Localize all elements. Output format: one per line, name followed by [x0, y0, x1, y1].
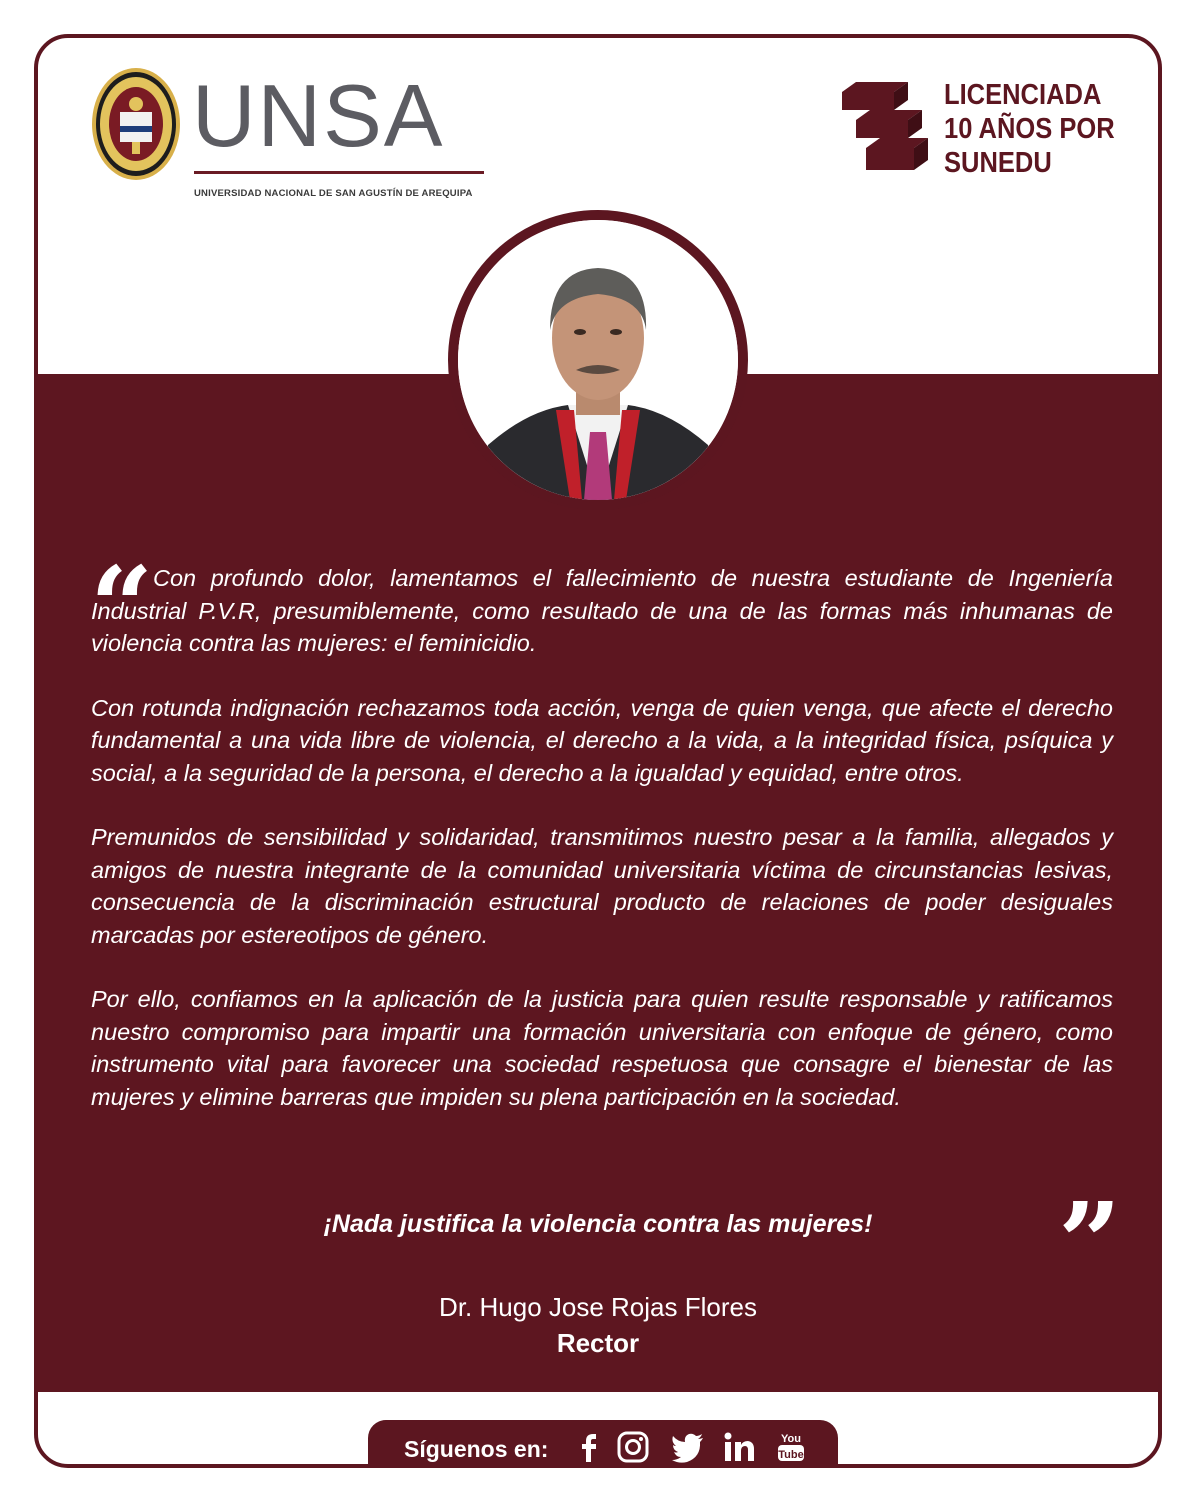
rector-portrait: [448, 210, 748, 510]
paragraph-2: Con rotunda indignación rechazamos toda acción, venga de quien venga, que afecte el derecho fundamental a una vida libre de violencia, el derecho a la vida, a la integridad física, psíquica y social, a la seguridad de la persona, el derecho a la igualdad y equidad, entre otros.: [91, 694, 1113, 786]
statement-text: [91, 562, 1113, 1145]
facebook-icon[interactable]: [576, 1430, 602, 1464]
svg-text:You: You: [781, 1433, 801, 1445]
follow-label: Síguenos en:: [404, 1436, 549, 1462]
paragraph-1: Con profundo dolor, lamentamos el fallecimiento de nuestra estudiante de Ingeniería Industrial P.V.R, presumiblemente, como resultado de una de las formas más inhumanas de violencia contra las mujeres: el feminicidio.: [91, 565, 1113, 656]
brand-subtitle: UNIVERSIDAD NACIONAL DE SAN AGUSTÍN DE AREQUIPA: [194, 188, 473, 199]
badge-text: LICENCIADA 10 AÑOS POR SUNEDU: [944, 79, 1115, 179]
brand-underline: [194, 171, 484, 174]
instagram-icon[interactable]: [616, 1430, 650, 1464]
signer-name: Dr. Hugo Jose Rojas Flores: [439, 1292, 757, 1322]
signer-role: Rector: [556, 1328, 640, 1358]
brand-wordmark: UNSA: [192, 66, 445, 165]
close-quote-mark: ”: [1058, 1178, 1122, 1307]
paragraph-3: Premunidos de sensibilidad y solidaridad, transmitimos nuestro pesar a la familia, allegados y amigos de nuestra integrante de la comunidad universitaria víctima de circunstancias lesivas, consecuencia de la discriminación estructural producto de relaciones de poder desiguales marcadas por estereotipos de género.: [91, 824, 1113, 948]
linkedin-icon[interactable]: [722, 1430, 756, 1464]
open-quote-mark: “: [90, 542, 154, 671]
paragraph-4: Por ello, confiamos en la aplicación de la justicia para quien resulte responsable y ratificamos nuestro compromiso para impartir una formación universitaria con enfoque de género, como instrumento vital para favorecer una sociedad respetuosa que consagre el bienestar de las mujeres y elimine barreras que impiden su plena participación en la sociedad.: [91, 986, 1113, 1110]
slogan: ¡Nada justifica la violencia contra las mujeres!: [323, 1210, 873, 1238]
social-bar: [368, 1420, 838, 1468]
card-frame: [34, 34, 1162, 1468]
twitter-icon[interactable]: [670, 1430, 706, 1464]
portrait-image: [458, 220, 738, 500]
svg-text:Tube: Tube: [778, 1449, 804, 1461]
stacked-blocks-icon: [838, 80, 930, 176]
sunedu-badge: [838, 78, 1128, 178]
university-seal-icon: [90, 66, 182, 182]
youtube-icon[interactable]: [776, 1430, 806, 1464]
